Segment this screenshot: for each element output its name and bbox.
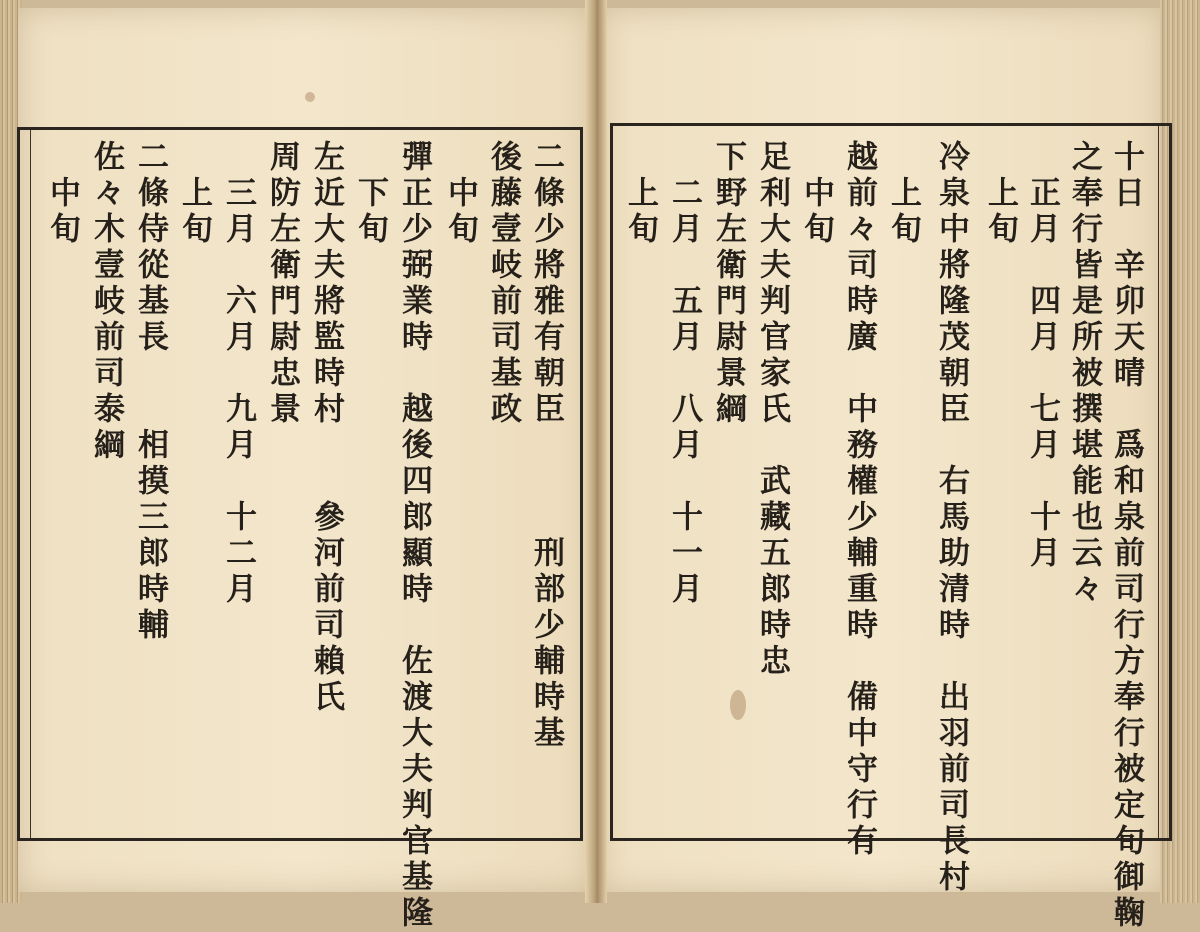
right-column-4: 上旬 (982, 140, 1018, 248)
left-column-7: 周防左衛門尉忠景 (264, 140, 300, 428)
left-column-1: 二條少將雅有朝臣 刑部少輔時基 (528, 140, 564, 752)
left-column-3: 中旬 (442, 140, 478, 248)
paper-stain (730, 690, 746, 720)
left-column-12: 中旬 (44, 140, 80, 248)
right-column-11: 二月 五月 八月 十一月 (666, 140, 702, 608)
right-frame-inner-rule (1158, 126, 1159, 838)
left-column-9: 上旬 (176, 140, 212, 248)
right-column-1: 十日 辛卯天晴 爲和泉前司行方奉行被定旬御鞠 (1108, 140, 1144, 932)
right-column-3: 正月 四月 七月 十月 (1024, 140, 1060, 572)
right-column-12: 上旬 (622, 140, 658, 248)
left-column-4: 彈正少弼業時 越後四郎顯時 佐渡大夫判官基隆 (396, 140, 432, 932)
left-frame-inner-rule (30, 130, 31, 838)
book-gutter (585, 0, 607, 903)
left-column-6: 左近大夫將監時村 參河前司賴氏 (308, 140, 344, 716)
right-column-8: 中旬 (798, 140, 834, 248)
right-column-6: 上旬 (885, 140, 921, 248)
left-column-10: 二條侍從基長 相摸三郎時輔 (132, 140, 168, 644)
right-column-7: 越前々司時廣 中務權少輔重時 備中守行有 (841, 140, 877, 860)
paper-stain (305, 92, 315, 102)
left-column-2: 後藤壹岐前司基政 (485, 140, 521, 428)
right-column-10: 下野左衛門尉景綱 (710, 140, 746, 428)
right-column-2: 之奉行皆是所被撰堪能也云々 (1066, 140, 1102, 608)
right-column-5: 冷泉中將隆茂朝臣 右馬助清時 出羽前司長村 (933, 140, 969, 896)
left-column-11: 佐々木壹岐前司泰綱 (88, 140, 124, 464)
left-column-5: 下旬 (352, 140, 388, 248)
right-column-9: 足利大夫判官家氏 武藏五郎時忠 (754, 140, 790, 680)
left-column-8: 三月 六月 九月 十二月 (220, 140, 256, 608)
